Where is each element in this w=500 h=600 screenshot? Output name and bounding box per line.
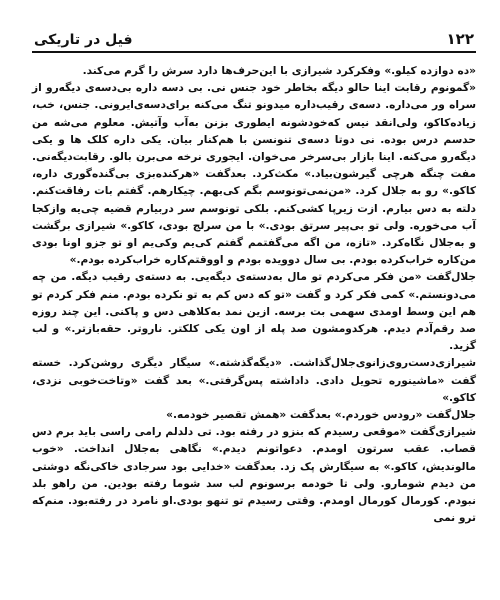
paragraph: «ده دوازده کیلو.» وفکرکرد شیرازی با این‌حرف‌ها دارد سرش را گرم می‌کند. <box>82 65 476 77</box>
paragraph: جلال‌گفت «رودس خوردم.» بعدگفت «همش تقصیر خودمه.» <box>166 409 476 422</box>
page-header <box>32 26 476 53</box>
paragraph: شیرازی‌دست‌روی‌زانوی‌جلال‌گذاشت. «دیگه‌گذشته.» سیگار دیگری روشن‌کرد. خسته گفت «ماشینوره تحویل دادی. داداشته پس‌گرفتی.» بعد گفت «وتاخت‌خوبی نزدی، کاکو.» <box>32 357 476 404</box>
page-number: ۱۲۲ <box>446 30 474 48</box>
page-body <box>32 63 476 527</box>
paragraph: جلال‌گفت «من فکر می‌کردم تو مال به‌دسته‌ی دیگه‌یی. به دسته‌ی رقیب دیگه. من چه می‌دونستم.» کمی فکر کرد و گفت «تو که دس‌ کم به تو نکرده بودم. منم فکر کردم تو هم این وسط اومدی سهمی بت برسه. ازین نمد به‌کلاهی دس و پاکنی. این چند روزه صد رقم‌آدم دیدم. هرکدومشون صد پله از اون یکی کلکتر. ناروتر. حقه‌بازتر.» و لب‌ گزید. <box>32 271 476 353</box>
page-title: فیل در تاریکی <box>34 32 133 48</box>
paragraph: «گمونوم رقابت اینا حالو دیگه بخاطر خود جنس نی. بی دسه داره بی‌دسه‌ی دیگه‌رو از سراه ور می‌داره. دسه‌ی رقیب‌داره میدونو تنگ می‌کنه برای‌دسه‌ی‌ایرونی. جنس، خب، زیاده‌کاکو، ولی‌انقد نیس که‌خودشونه ایطوری بزنن به‌آب وآتیش. معلوم می‌شه من حدسم درس بوده. نی دوتا دسه‌ی تنونسن با هم‌کنار بیان. یکی داره کلک ها و یکی دیگه‌رو می‌کنه. اینا بازار بی‌سرخر می‌خوان. ایجوری نرخه می‌برن بالو. رقابت‌دیگه‌نی. مفت چنگه هرچی گیرشون‌بیاد.» مکث‌کرد. بعدگفت «هرکنده‌بزی بی‌گنده‌گوری داره، کاکو.» رو به جلال کرد. «من‌نمی‌تونوسم بگم کی‌بهم. چیکارهم. گفتم بات رفاقت‌کنم. دلته به‌ دس بیارم. ازت زیرپا کشی‌کنم. بلکی تونوسم سر دربیارم قضیه چی‌یه واز‌کجا آب می‌خوره. ولی تو بی‌پیر سرتق بودی.» با من سرلج بودی، کاکو.» شیرازی برگشت و به‌جلال نگاه‌کرد. «تازه، من اگه می‌گفتمم گفتم کی‌یم وکی‌یم او تو جزو اونا بودی من‌کاره خراب‌کرده بودم. بی‌ سال دوویده بودم و اووقتم‌کاره خراب‌کرده بودم.» <box>32 82 476 267</box>
paragraph: شیرازی‌گفت «موقعی رسیدم که بنزو در رفته بود. تی دلدلم رامی راسی باید برم دس قصاب. عقب سرتون اومدم. دعواتونم دیدم.» نگاهی به‌جلال انداخت. «خوب مالوندیش، کاکو.» به سیگارش پک زد. بعدگفت «خدایی بود سرجادی خاکی‌نگه دوشتی من‌ دیدم شومارو. ولی تا خودمه برسونوم لب سد شوما رفته بودین. من راهو بلد نبودم. کورمال کورمال اومدم. وقتی رسیدم تو تنهو بودی.او نامرد در رفته‌بود. منم‌که ترو نمی‌ <box>32 426 476 525</box>
